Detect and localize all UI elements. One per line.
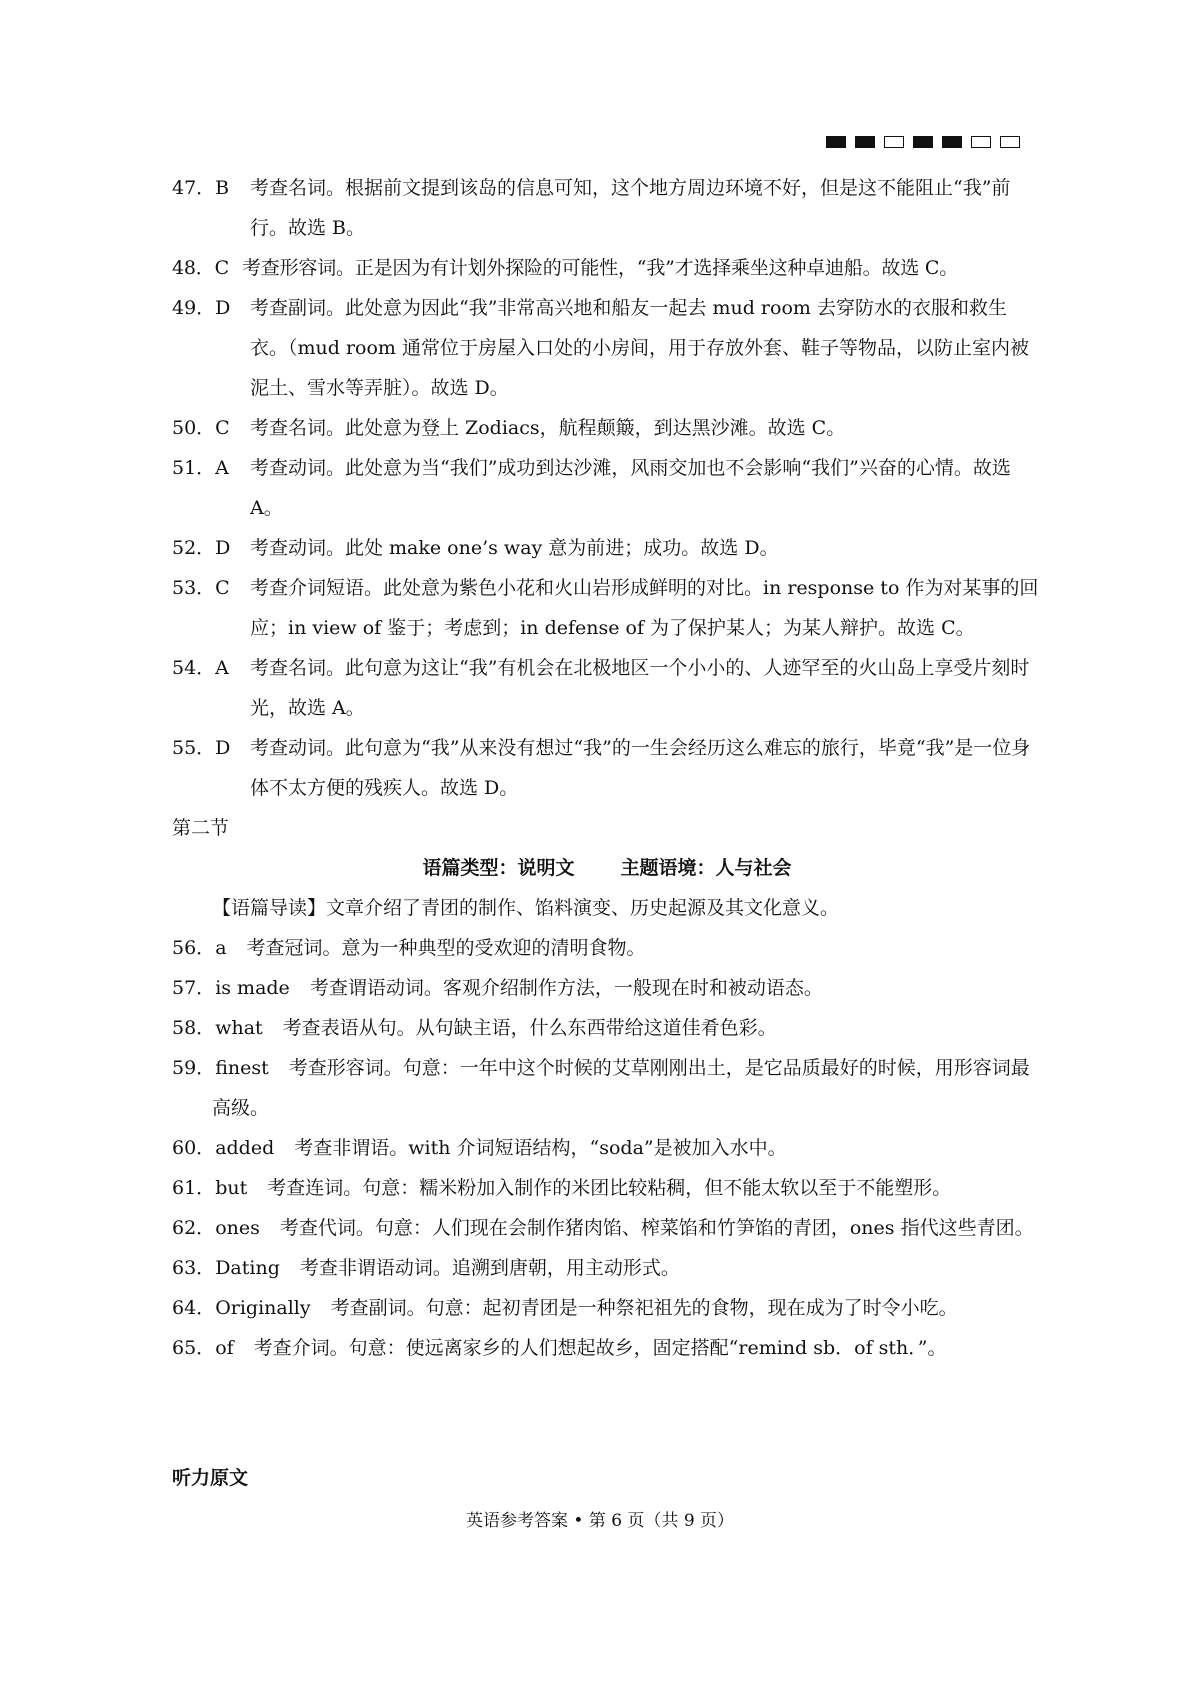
- answer-word: of: [215, 1337, 234, 1359]
- answer-explanation: 考查介词。句意：使远离家乡的人们想起故乡，固定搭配“remind sb．of sth．”。: [253, 1337, 947, 1359]
- answer-number: 48．C: [172, 257, 229, 279]
- answer-number: 65．: [172, 1337, 216, 1359]
- answer-word: finest: [215, 1057, 269, 1079]
- answer-number: 58．: [172, 1017, 216, 1039]
- answer-item: [172, 1328, 1042, 1368]
- answer-word: but: [215, 1177, 248, 1199]
- answer-number: 61．: [172, 1177, 216, 1199]
- answer-explanation: 考查动词。此处意为当“我们”成功到达沙滩，风雨交加也不会影响“我们”兴奋的心情。故选 A。: [250, 457, 1011, 519]
- answer-explanation: 考查连词。句意：糯米粉加入制作的米团比较粘稠，但不能太软以至于不能塑形。: [267, 1177, 952, 1199]
- answer-word: what: [215, 1017, 263, 1039]
- answer-number: 55．D: [172, 737, 231, 759]
- answer-number: 54．A: [172, 657, 229, 679]
- answer-number: 63．: [172, 1257, 216, 1279]
- filled-square-mark: [913, 136, 933, 148]
- answer-item: [172, 568, 1042, 648]
- answer-word: Originally: [215, 1297, 311, 1319]
- answer-number: 53．C: [172, 577, 230, 599]
- genre-theme: 主题语境：人与社会: [620, 857, 792, 879]
- empty-square-mark: [884, 136, 904, 148]
- genre-type: 语篇类型：说明文: [422, 857, 575, 879]
- answer-word: Dating: [215, 1257, 280, 1279]
- answer-explanation: 考查表语从句。从句缺主语，什么东西带给这道佳肴色彩。: [282, 1017, 777, 1039]
- answer-explanation: 考查介词短语。此处意为紫色小花和火山岩形成鲜明的对比。in response to 作为对某事的回应；in view of 鉴于；考虑到；in defense of 为了保护某人；为某人辩护。故选 C。: [250, 577, 1039, 639]
- empty-square-mark: [971, 136, 991, 148]
- answer-number: 64．: [172, 1297, 216, 1319]
- filled-square-mark: [855, 136, 875, 148]
- header-marks: [826, 136, 1020, 150]
- answer-explanation: 考查动词。此处 make one’s way 意为前进；成功。故选 D。: [250, 537, 779, 559]
- answer-explanation: 考查冠词。意为一种典型的受欢迎的清明食物。: [246, 937, 646, 959]
- answer-content: [172, 168, 1042, 1368]
- answer-number: 59．: [172, 1057, 216, 1079]
- answer-item: [172, 1288, 1042, 1328]
- cloze-answers: [172, 168, 1042, 808]
- filled-square-mark: [826, 136, 846, 148]
- answer-word: ones: [215, 1217, 260, 1239]
- answer-explanation: 考查副词。此处意为因此“我”非常高兴地和船友一起去 mud room 去穿防水的衣服和救生衣。（mud room 通常位于房屋入口处的小房间，用于存放外套、鞋子等物品，以防止室内被泥土、雪水等弄脏）。故选 D。: [250, 297, 1029, 399]
- answer-item: [172, 728, 1042, 808]
- answer-number: 50．C: [172, 417, 230, 439]
- answer-explanation: 考查副词。句意：起初青团是一种祭祀祖先的食物，现在成为了时令小吃。: [330, 1297, 958, 1319]
- listening-title: 听力原文: [172, 1467, 249, 1489]
- page-footer: 英语参考答案 • 第 6 页（共 9 页）: [465, 1511, 735, 1531]
- answer-item: [172, 248, 1042, 288]
- answer-item: [172, 968, 1042, 1008]
- answer-explanation: 考查谓语动词。客观介绍制作方法，一般现在时和被动语态。: [309, 977, 823, 999]
- empty-square-mark: [1000, 136, 1020, 148]
- answer-explanation: 考查动词。此句意为“我”从来没有想过“我”的一生会经历这么难忘的旅行，毕竟“我”是一位身体不太方便的残疾人。故选 D。: [250, 737, 1031, 799]
- answer-explanation: 考查形容词。正是因为有计划外探险的可能性，“我”才选择乘坐这种卓迪船。故选 C。: [242, 257, 959, 279]
- answer-item: [172, 1048, 1042, 1128]
- answer-item: [172, 648, 1042, 728]
- answer-item: [172, 1168, 1042, 1208]
- answer-item: [172, 408, 1042, 448]
- answer-number: 57．: [172, 977, 216, 999]
- answer-number: 60．: [172, 1137, 216, 1159]
- answer-explanation: 考查形容词。句意：一年中这个时候的艾草刚刚出土，是它品质最好的时候，用形容词最高级。: [212, 1057, 1030, 1119]
- answer-item: [172, 1128, 1042, 1168]
- answer-word: is made: [215, 977, 290, 999]
- section-label: 第二节: [172, 817, 230, 839]
- answer-item: [172, 1008, 1042, 1048]
- answer-item: [172, 1208, 1042, 1248]
- answer-explanation: 考查非谓语动词。追溯到唐朝，用主动形式。: [299, 1257, 680, 1279]
- answer-explanation: 考查名词。此句意为这让“我”有机会在北极地区一个小小的、人迹罕至的火山岛上享受片刻时光，故选 A。: [250, 657, 1030, 719]
- answer-explanation: 考查非谓语。with 介词短语结构，“soda”是被加入水中。: [294, 1137, 787, 1159]
- answer-explanation: 考查名词。根据前文提到该岛的信息可知，这个地方周边环境不好，但是这不能阻止“我”前行。故选 B。: [250, 177, 1011, 239]
- genre-line: [172, 848, 1042, 888]
- answer-item: [172, 1248, 1042, 1288]
- answer-number: 52．D: [172, 537, 231, 559]
- answer-item: [172, 448, 1042, 528]
- answer-number: 62．: [172, 1217, 216, 1239]
- answer-number: 51．A: [172, 457, 229, 479]
- answer-number: 56．: [172, 937, 216, 959]
- answer-item: [172, 928, 1042, 968]
- grammar-fill-answers: [172, 928, 1042, 1368]
- answer-explanation: 考查名词。此处意为登上 Zodiacs，航程颠簸，到达黑沙滩。故选 C。: [250, 417, 846, 439]
- passage-intro: 【语篇导读】文章介绍了青团的制作、馅料演变、历史起源及其文化意义。: [212, 897, 840, 919]
- answer-item: [172, 528, 1042, 568]
- answer-word: added: [215, 1137, 275, 1159]
- answer-number: 49．D: [172, 297, 231, 319]
- answer-item: [172, 168, 1042, 248]
- answer-item: [172, 288, 1042, 408]
- filled-square-mark: [942, 136, 962, 148]
- answer-explanation: 考查代词。句意：人们现在会制作猪肉馅、榨菜馅和竹笋馅的青团，ones 指代这些青团。: [279, 1217, 1034, 1239]
- answer-word: a: [215, 937, 227, 959]
- answer-number: 47．B: [172, 177, 230, 199]
